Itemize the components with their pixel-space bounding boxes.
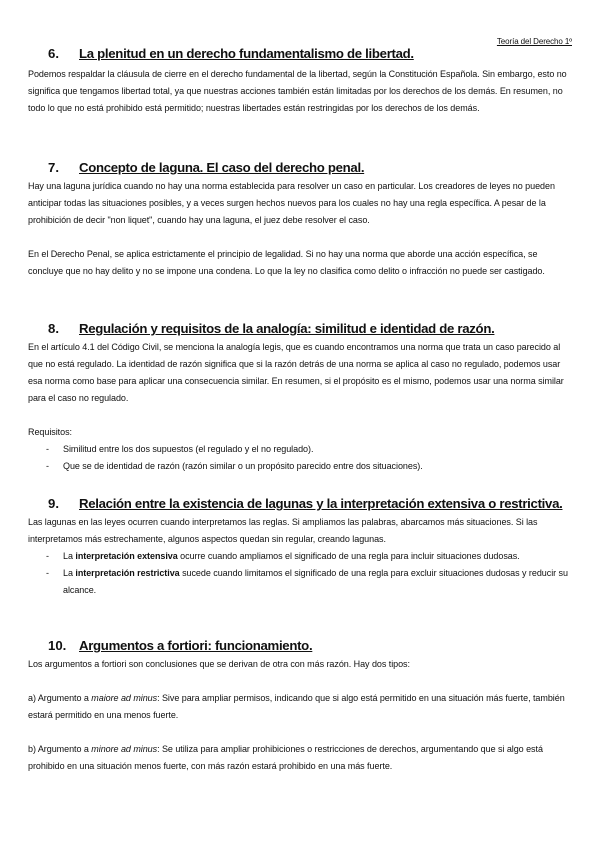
section-6-paragraph: Podemos respaldar la cláusula de cierre en el derecho fundamental de la libertad, según la Constitución Española. Sin embargo, esto no significa que tengamos libertad total, ya que nuestras acciones también están limitadas por los derechos de los demás. En resumen, no todo lo que no está prohibido está permitido; nuestras libertades están restringidas por los derechos de los demás.	[28, 69, 567, 113]
section-7-number: 7.	[48, 160, 59, 175]
section-8-requirements-label: Requisitos:	[28, 427, 72, 437]
section-9-paragraph: Las lagunas en las leyes ocurren cuando interpretamos las reglas. Si ampliamos las palabras, abarcamos más situaciones. Si las interpretamos más estrechamente, algunos aspectos quedan sin regular, creando lagunas.	[28, 517, 538, 544]
argument-a-paragraph	[28, 690, 574, 724]
argument-b-paragraph	[28, 741, 574, 775]
list-item-text	[63, 565, 574, 599]
list-item	[28, 458, 574, 475]
argument-a-term: maiore ad minus	[91, 693, 158, 703]
bullet-dash: -	[46, 568, 49, 578]
section-9-heading	[28, 496, 574, 512]
section-8-number: 8.	[48, 321, 59, 336]
list-item-text	[63, 548, 574, 565]
running-header: Teoría del Derecho 1º	[496, 37, 572, 46]
list-item	[28, 441, 574, 458]
section-10-number: 10.	[48, 638, 67, 653]
list-item-prefix: La	[63, 568, 76, 578]
section-8	[28, 321, 574, 475]
argument-a-prefix: a) Argumento a	[28, 693, 92, 703]
section-7-paragraph-1: Hay una laguna jurídica cuando no hay una norma establecida para resolver un caso en particular. Los creadores de leyes no pueden anticipar todas las situaciones posibles, y a veces surgen hechos nuevos para los cuales no hay una regla específica. A pesar de la prohibición de decir "non liquet", cuando hay una laguna, el juez debe resolver el caso.	[28, 181, 555, 225]
term-restrictive-interpretation: interpretación restrictiva	[75, 568, 180, 578]
bullet-dash: -	[46, 444, 49, 454]
section-7-heading	[28, 160, 574, 176]
section-6-heading	[28, 46, 574, 62]
list-item-text: Que se de identidad de razón (razón similar o un propósito parecido entre dos situaciones).	[63, 461, 423, 471]
section-6-title: La plenitud en un derecho fundamentalismo de libertad.	[79, 46, 414, 61]
argument-a-rest: : Sive para ampliar permisos, indicando que si algo está permitido en una situación más fuerte, también estará permitido en una menos fuerte.	[28, 693, 565, 720]
section-9-title: Relación entre la existencia de lagunas y la interpretación extensiva o restrictiva.	[79, 496, 563, 511]
list-item	[28, 565, 574, 599]
term-extensive-interpretation: interpretación extensiva	[75, 551, 178, 561]
argument-b-term: minore ad minus	[91, 744, 158, 754]
list-item-rest: ocurre cuando ampliamos el significado de una regla para incluir situaciones dudosas.	[177, 551, 520, 561]
list-item-rest: sucede cuando limitamos el significado de una regla para excluir situaciones dudosas y reducir su alcance.	[63, 568, 568, 595]
section-10	[28, 638, 574, 775]
section-10-heading	[28, 638, 574, 654]
section-8-paragraph: En el artículo 4.1 del Código Civil, se menciona la analogía legis, que es cuando encontramos una norma que trata un caso parecido al que no está regulado. La identidad de razón significa que si la razón detrás de una norma se aplica al caso no regulado, podemos usar esa norma como base para aplicar una consecuencia similar. En resumen, si el propósito es el mismo, podemos usar una norma similar para el caso no regulado.	[28, 342, 564, 403]
section-10-paragraph: Los argumentos a fortiori son conclusiones que se derivan de otra con más razón. Hay dos tipos:	[28, 659, 410, 669]
section-6-number: 6.	[48, 46, 59, 61]
section-8-title: Regulación y requisitos de la analogía: similitud e identidad de razón.	[79, 321, 495, 336]
argument-b-rest: : Se utiliza para ampliar prohibiciones o restricciones de derechos, argumentando que si algo está prohibido en una situación menos fuerte, con más razón estará prohibido en una más fuerte.	[28, 744, 543, 771]
list-item-prefix: La	[63, 551, 76, 561]
bullet-dash: -	[46, 461, 49, 471]
section-6	[28, 46, 574, 117]
list-item	[28, 548, 574, 565]
section-9-number: 9.	[48, 496, 59, 511]
section-8-heading	[28, 321, 574, 337]
section-7	[28, 160, 574, 280]
list-item-text: Similitud entre los dos supuestos (el regulado y el no regulado).	[63, 444, 314, 454]
bullet-dash: -	[46, 551, 49, 561]
section-7-title: Concepto de laguna. El caso del derecho penal.	[79, 160, 365, 175]
section-7-paragraph-2: En el Derecho Penal, se aplica estrictamente el principio de legalidad. Si no hay una norma que aborde una acción específica, se concluye que no hay delito y no se impone una condena. Lo que la ley no clasifica como delito o infracción no puede ser castigado.	[28, 249, 545, 276]
section-9	[28, 496, 574, 599]
argument-b-prefix: b) Argumento a	[28, 744, 92, 754]
section-10-title: Argumentos a fortiori: funcionamiento.	[79, 638, 313, 653]
